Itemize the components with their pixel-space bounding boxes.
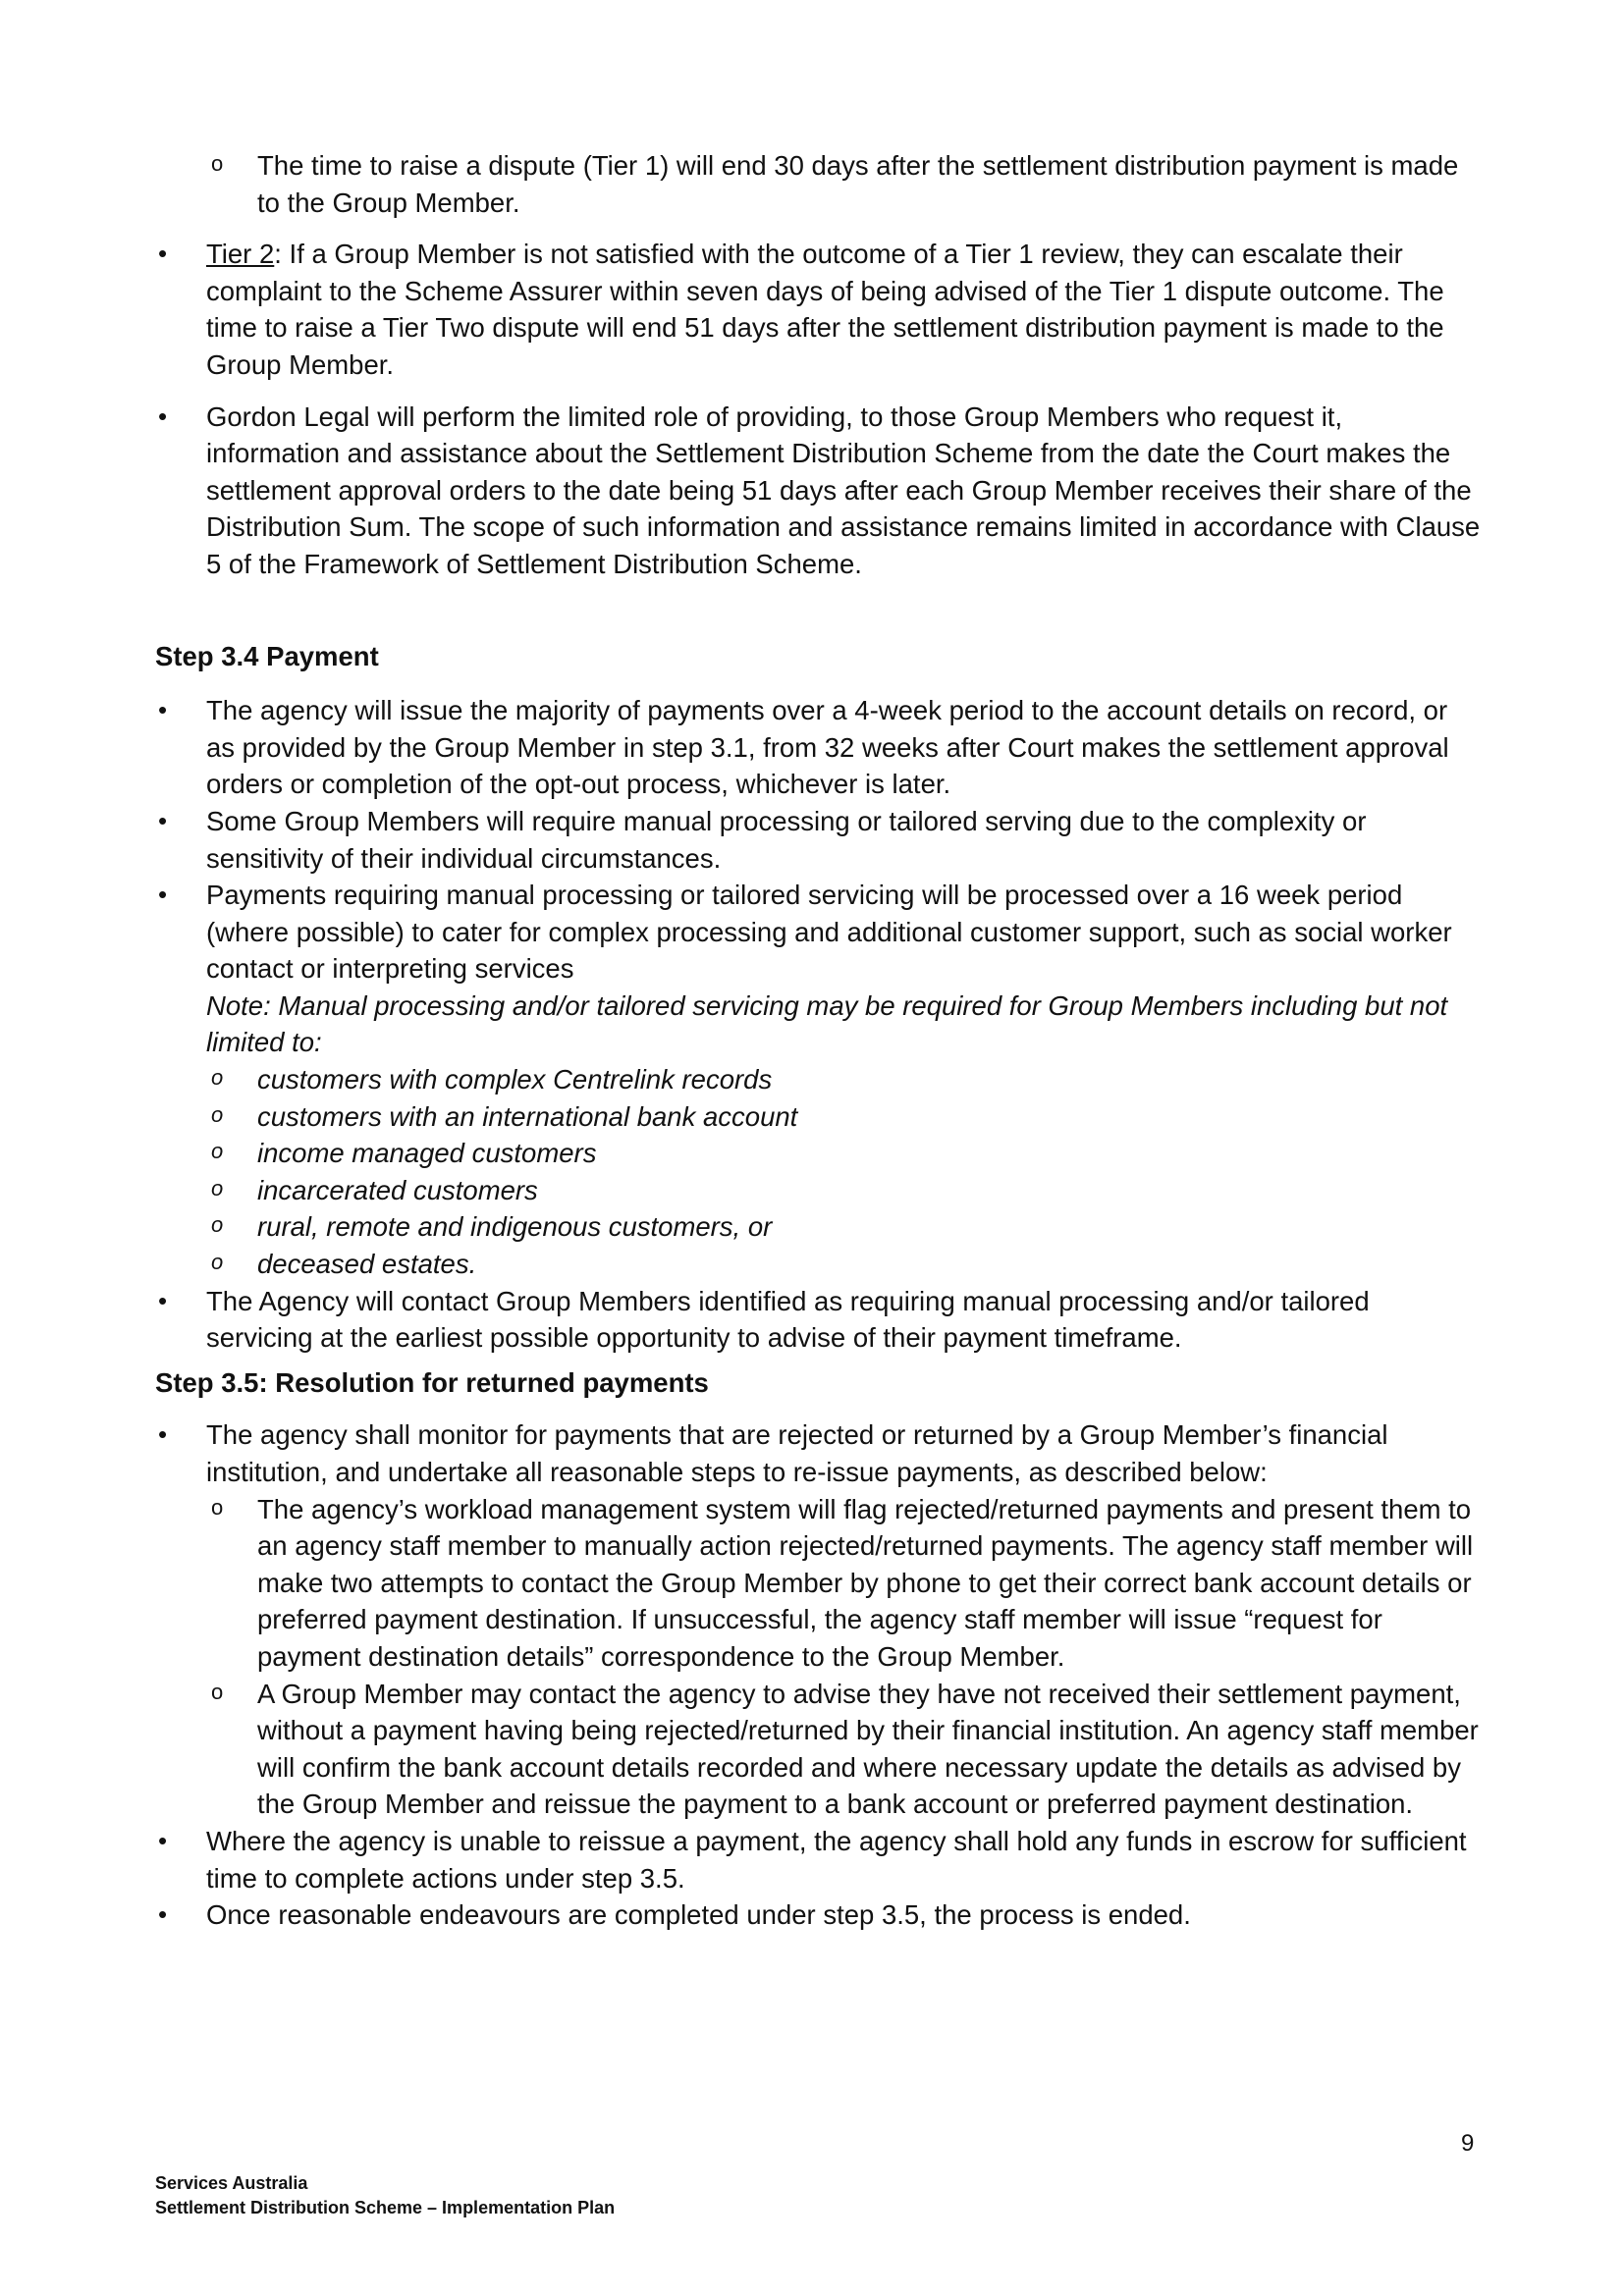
- s34-16-week-text: • Payments requiring manual processing or tailored servicing will be processed over a 16 week period (where possible) to cater for complex processing and additional customer support, such as social worker contact or interpreting services: [206, 880, 1452, 985]
- s34-note: Note: Manual processing and/or tailored servicing may be required for Group Members including but not limited to:: [206, 989, 1448, 1058]
- list-item-tier2: [155, 236, 1481, 383]
- step-3-5-heading: Step 3.5: Resolution for returned payments: [155, 1366, 709, 1398]
- tier2-label: Tier 2: [206, 239, 275, 270]
- list-item-s35-ended: • Once reasonable endeavours are completed under step 3.5, the process is ended.: [155, 1896, 1481, 1934]
- step-3-4-heading: Step 3.4 Payment: [155, 640, 379, 671]
- list-item-sub: o customers with an international bank account: [206, 1098, 1481, 1136]
- list-item-s34-16-week: [155, 877, 1481, 1061]
- list-item-sub: o rural, remote and indigenous customers, or: [206, 1208, 1481, 1246]
- list-item-s34-contact: • The Agency will contact Group Members identified as requiring manual processing and/or tailored servicing at the earliest possible opportunity to advise of their payment timeframe.: [155, 1283, 1481, 1357]
- tier2-text: : If a Group Member is not satisfied with the outcome of a Tier 1 review, they can escalate their complaint to the Scheme Assurer within seven days of being advised of the Tier 1 dispute outcome. The time to raise a Tier Two dispute will end 51 days after the settlement distribution payment is made to the Group Member.: [206, 239, 1444, 380]
- document-body: [155, 147, 1481, 1934]
- footer: [155, 2171, 615, 2220]
- list-item-sub: o incarcerated customers: [206, 1172, 1481, 1209]
- list-item-s35-escrow: • Where the agency is unable to reissue a payment, the agency shall hold any funds in escrow for sufficient time to complete actions under step 3.5.: [155, 1823, 1481, 1896]
- page-number: 9: [1461, 2130, 1475, 2157]
- list-item-s35-monitor: • The agency shall monitor for payments that are rejected or returned by a Group Member’s financial institution, and undertake all reasonable steps to re-issue payments, as described below:: [155, 1416, 1481, 1490]
- list-item-s35-contact: o A Group Member may contact the agency to advise they have not received their settlement payment, without a payment having being rejected/returned by their financial institution. An agency staff member will confirm the bank account details recorded and where necessary update the details as advised by the Group Member and reissue the payment to a bank account or preferred payment destination.: [206, 1676, 1481, 1823]
- list-item-sub: o deceased estates.: [206, 1246, 1481, 1283]
- footer-org: Services Australia: [155, 2173, 308, 2193]
- list-item-gordon-legal: • Gordon Legal will perform the limited role of providing, to those Group Members who request it, information and assistance about the Settlement Distribution Scheme from the date the Court makes the settlement approval orders to the date being 51 days after each Group Member receives their share of the Distribution Sum. The scope of such information and assistance remains limited in accordance with Clause 5 of the Framework of Settlement Distribution Scheme.: [155, 399, 1481, 583]
- list-item-tier1-time: o The time to raise a dispute (Tier 1) will end 30 days after the settlement distribution payment is made to the Group Member.: [206, 147, 1481, 221]
- list-item-s34-manual: • Some Group Members will require manual processing or tailored serving due to the complexity or sensitivity of their individual circumstances.: [155, 803, 1481, 877]
- footer-doc-title: Settlement Distribution Scheme – Implementation Plan: [155, 2198, 616, 2217]
- list-item-sub: o income managed customers: [206, 1135, 1481, 1172]
- list-item-s35-workload: o The agency’s workload management system will flag rejected/returned payments and present them to an agency staff member to manually action rejected/returned payments. The agency staff member will make two attempts to contact the Group Member by phone to get their correct bank account details or preferred payment destination. If unsuccessful, the agency staff member will issue “request for payment destination details” correspondence to the Group Member.: [206, 1491, 1481, 1676]
- list-item-s34-majority: • The agency will issue the majority of payments over a 4-week period to the account details on record, or as provided by the Group Member in step 3.1, from 32 weeks after Court makes the settlement approval orders or completion of the opt-out process, whichever is later.: [155, 692, 1481, 803]
- list-item-sub: o customers with complex Centrelink records: [206, 1061, 1481, 1098]
